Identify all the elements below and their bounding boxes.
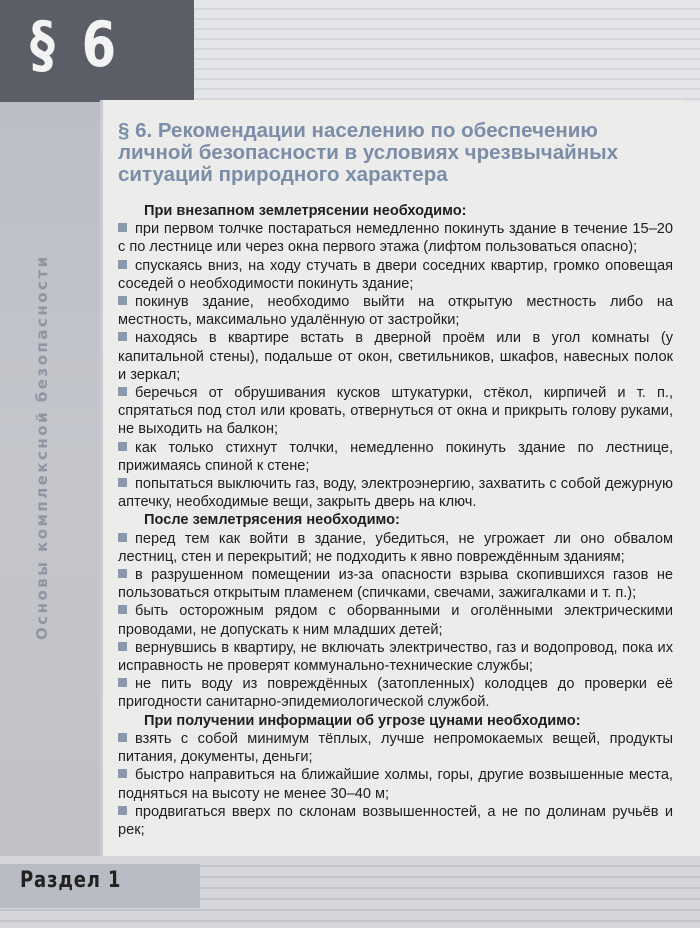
page-title: § 6. Рекомендации населению по обеспечению личной безопасности в условиях чрезвычайных ситуаций природного характера [118, 119, 618, 186]
list-item [118, 803, 673, 839]
list-item [118, 602, 673, 638]
top-decorative-stripes [194, 0, 700, 102]
left-decorative-strip [0, 0, 102, 928]
square-bullet-icon [118, 806, 127, 815]
square-bullet-icon [118, 569, 127, 578]
square-bullet-icon [118, 223, 127, 232]
section-tab [0, 0, 194, 102]
list-item-text: быстро направиться на ближайшие холмы, горы, другие возвышенные места, подняться на высоту не менее 30–40 м; [118, 767, 673, 802]
list-item-text: спускаясь вниз, на ходу стучать в двери соседних квартир, громко оповещая соседей о необходимости покинуть здание; [118, 257, 673, 292]
list-item [118, 730, 673, 766]
subheading: При внезапном землетрясении необходимо: [144, 203, 467, 219]
list-item-text: попытаться выключить газ, воду, электроэнергию, захватить с собой дежурную аптечку, необходимые вещи, закрыть дверь на ключ. [118, 476, 673, 511]
footer-section-label: Раздел 1 [20, 868, 122, 893]
list-item [118, 530, 673, 566]
list-item-text: покинув здание, необходимо выйти на открытую местность либо на местность, максимально удалённую от застройки; [118, 294, 673, 329]
square-bullet-icon [118, 605, 127, 614]
list-item [118, 293, 673, 329]
list-item [118, 566, 673, 602]
square-bullet-icon [118, 332, 127, 341]
subheading: При получении информации об угрозе цунами необходимо: [144, 712, 581, 729]
list-item-text: продвигаться вверх по склонам возвышенностей, а не по долинам ручьёв и рек; [118, 803, 673, 838]
list-item [118, 439, 673, 475]
list-item-text: вернувшись в квартиру, не включать электричество, газ и водопровод, пока их исправность не проверят коммунально-технические службы; [118, 639, 673, 675]
list-item-text: находясь в квартире встать в дверной проём или в угол комнаты (у капитальной стены), подальше от окон, светильников, шкафов, навесных полок и зеркал; [118, 330, 673, 383]
list-item-text: перед тем как войти в здание, убедиться, не угрожает ли оно обвалом лестниц, стен и перекрытий; не подходить к явно повреждённым зданиям; [118, 530, 673, 565]
list-item [118, 384, 673, 439]
square-bullet-icon [118, 296, 127, 305]
square-bullet-icon [118, 769, 127, 778]
square-bullet-icon [118, 442, 127, 451]
list-item-text: беречься от обрушивания кусков штукатурки, стёкол, кирпичей и т. п., спрятаться под стол или кровать, отвернуться от окна и прикрыть голову руками, не выходить на балкон; [118, 385, 673, 438]
list-item [118, 220, 673, 256]
body-text [118, 202, 673, 839]
list-item [118, 257, 673, 293]
list-item-text: в разрушенном помещении из-за опасности взрыва скопившихся газов не пользоваться открытым пламенем (спичками, свечами, зажигалками и т. п.); [118, 567, 673, 602]
list-item-text: как только стихнут толчки, немедленно покинуть здание по лестнице, прижимаясь спиной к стене; [118, 439, 673, 474]
list-item-text: не пить воду из повреждённых (затопленных) колодцев до проверки её пригодности санитарно-эпидемиологической службой. [118, 676, 673, 711]
list-item [118, 475, 673, 511]
page-content [100, 100, 684, 856]
square-bullet-icon [118, 733, 127, 742]
subheading: После землетрясения необходимо: [144, 512, 400, 529]
square-bullet-icon [118, 478, 127, 487]
square-bullet-icon [118, 678, 127, 687]
list-item-text: при первом толчке постараться немедленно покинуть здание в течение 15–20 с по лестнице или через окна первого этажа (лифтом пользоваться опасно); [118, 221, 673, 256]
list-item-text: взять с собой минимум тёплых, лучше непромокаемых вещей, продукты питания, документы, деньги; [118, 730, 673, 766]
list-item [118, 639, 673, 675]
list-item [118, 329, 673, 384]
square-bullet-icon [118, 387, 127, 396]
list-item-text: быть осторожным рядом с оборванными и оголёнными электрическими проводами, не допускать к ним младших детей; [118, 603, 673, 638]
list-item [118, 675, 673, 711]
square-bullet-icon [118, 260, 127, 269]
section-number: § 6 [30, 8, 121, 81]
square-bullet-icon [118, 533, 127, 542]
vertical-chapter-title: Основы комплексной безопасности [33, 254, 51, 640]
square-bullet-icon [118, 642, 127, 651]
list-item [118, 766, 673, 802]
